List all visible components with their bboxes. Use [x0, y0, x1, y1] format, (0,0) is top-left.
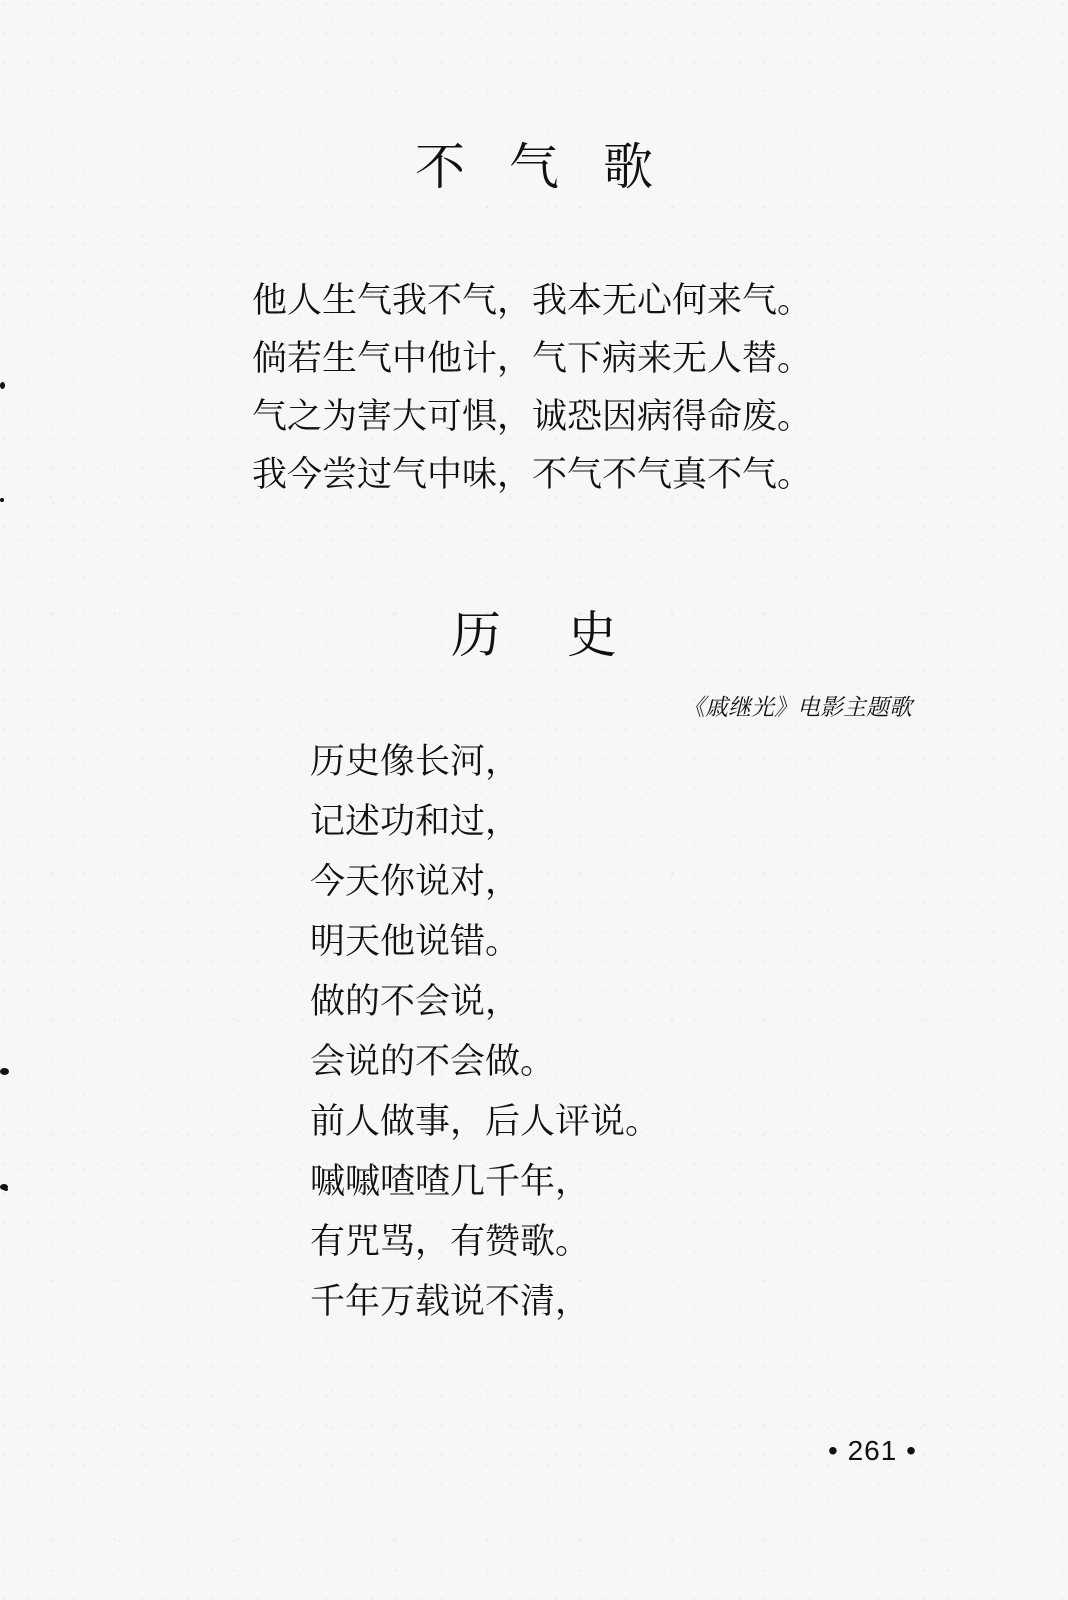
poem-line: 今天你说对， — [310, 862, 521, 902]
page-number: • 261 • — [828, 1435, 917, 1466]
poem-line: 有咒骂，有赞歌。 — [310, 1222, 591, 1262]
poem-title-lishi: 历史 — [451, 606, 683, 664]
poem-line: 前人做事，后人评说。 — [310, 1102, 661, 1142]
poem-line: 倘若生气中他计，气下病来无人替。 — [252, 339, 813, 379]
scan-speck — [0, 1068, 9, 1075]
poem-lishi-body — [310, 732, 660, 1332]
poem-line: 记述功和过， — [310, 802, 521, 842]
poem-line: 做的不会说， — [310, 982, 521, 1022]
poem-buqige-body — [252, 272, 812, 504]
poem-title-buqige: 不气歌 — [415, 138, 697, 196]
poem-line: 他人生气我不气，我本无心何来气。 — [252, 281, 813, 321]
poem-subtitle: 《戚继光》电影主题歌 — [682, 695, 912, 721]
scan-speck — [4, 1188, 8, 1191]
poem-line: 会说的不会做。 — [310, 1042, 556, 1082]
scan-speck — [0, 382, 5, 389]
poem-line: 嘁嘁喳喳几千年， — [310, 1162, 591, 1202]
scan-speck — [0, 498, 4, 502]
poem-line: 历史像长河， — [310, 742, 521, 782]
poem-line: 我今尝过气中味，不气不气真不气。 — [252, 455, 813, 495]
poem-line: 气之为害大可惧，诚恐因病得命废。 — [252, 397, 813, 437]
poem-line: 千年万载说不清， — [310, 1282, 591, 1322]
poem-line: 明天他说错。 — [310, 922, 521, 962]
